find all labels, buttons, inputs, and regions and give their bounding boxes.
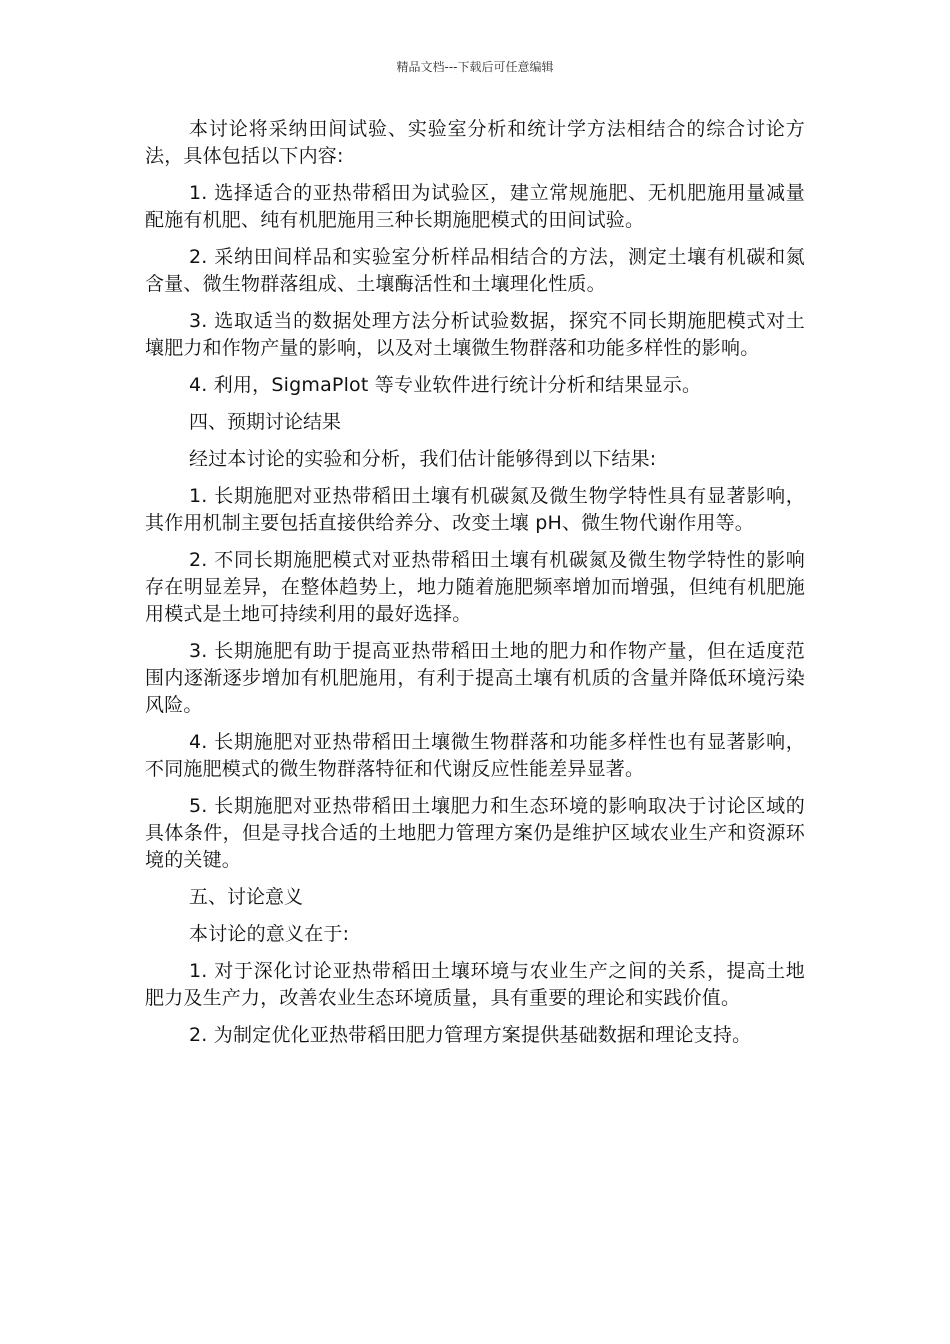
method-item-2: 2. 采纳田间样品和实验室分析样品相结合的方法，测定土壤有机碳和氮含量、微生物群落组成、土壤酶活性和土壤理化性质。 (145, 246, 805, 295)
significance-item-2: 2. 为制定优化亚热带稻田肥力管理方案提供基础数据和理论支持。 (189, 1024, 752, 1046)
result-item-2: 2. 不同长期施肥模式对亚热带稻田土壤有机碳氮及微生物学特性的影响存在明显差异，在整体趋势上，地力随着施肥频率增加而增强，但纯有机肥施用模式是土地可持续利用的最好选择。 (145, 549, 805, 625)
method-item-3: 3. 选取适当的数据处理方法分析试验数据，探究不同长期施肥模式对土壤肥力和作物产量的影响，以及对土壤微生物群落和功能多样性的影响。 (145, 310, 805, 359)
significance-intro: 本讨论的意义在于: (189, 923, 350, 945)
result-item-1: 1. 长期施肥对亚热带稻田土壤有机碳氮及微生物学特性具有显著影响，其作用机制主要包括直接供给养分、改变土壤 pH、微生物代谢作用等。 (145, 485, 805, 534)
page-header: 精品文档---下载后可任意编辑 (396, 60, 554, 74)
method-item-4: 4. 利用，SigmaPlot 等专业软件进行统计分析和结果显示。 (189, 374, 702, 396)
intro-paragraph: 本讨论将采纳田间试验、实验室分析和统计学方法相结合的综合讨论方法，具体包括以下内容: (145, 118, 805, 167)
significance-item-1: 1. 对于深化讨论亚热带稻田土壤环境与农业生产之间的关系，提高土地肥力及生产力，改善农业生态环境质量，具有重要的理论和实践价值。 (145, 960, 805, 1009)
result-item-5: 5. 长期施肥对亚热带稻田土壤肥力和生态环境的影响取决于讨论区域的具体条件，但是寻找合适的土地肥力管理方案仍是维护区域农业生产和资源环境的关键。 (145, 795, 805, 871)
section-heading-expected-results: 四、预期讨论结果 (189, 411, 342, 433)
result-item-4: 4. 长期施肥对亚热带稻田土壤微生物群落和功能多样性也有显著影响，不同施肥模式的微生物群落特征和代谢反应性能差异显著。 (145, 731, 805, 780)
results-intro: 经过本讨论的实验和分析，我们估计能够得到以下结果: (189, 448, 657, 470)
section-heading-significance: 五、讨论意义 (189, 886, 304, 908)
result-item-3: 3. 长期施肥有助于提高亚热带稻田土地的肥力和作物产量，但在适度范围内逐渐逐步增加有机肥施用，有利于提高土壤有机质的含量并降低环境污染风险。 (145, 640, 805, 716)
document-body (145, 116, 805, 1059)
method-item-1: 1. 选择适合的亚热带稻田为试验区，建立常规施肥、无机肥施用量减量配施有机肥、纯有机肥施用三种长期施肥模式的田间试验。 (145, 182, 805, 231)
